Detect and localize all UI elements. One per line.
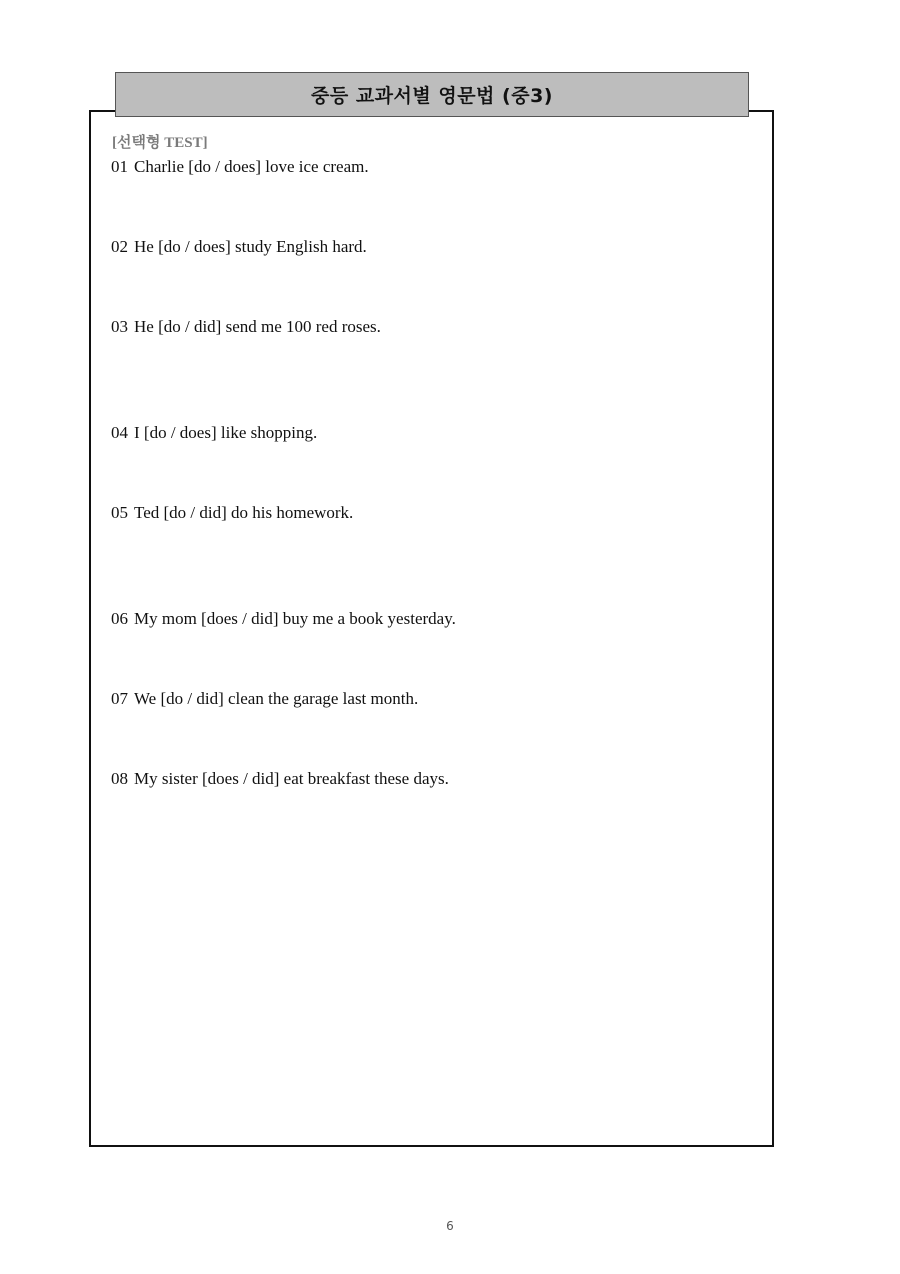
section-label: [선택형 TEST] bbox=[112, 135, 208, 151]
page-number: 6 bbox=[446, 1219, 454, 1233]
question-text: Ted [do / did] do his homework. bbox=[134, 503, 354, 522]
question-text: I [do / does] like shopping. bbox=[134, 423, 318, 442]
question-number: 01 bbox=[111, 157, 128, 176]
title-bar bbox=[115, 72, 749, 117]
question-text: We [do / did] clean the garage last month. bbox=[134, 689, 419, 708]
question-number: 07 bbox=[111, 689, 128, 708]
question-number: 05 bbox=[111, 503, 128, 522]
question-text: He [do / does] study English hard. bbox=[134, 237, 367, 256]
question-text: My sister [does / did] eat breakfast these days. bbox=[134, 769, 449, 788]
question-item bbox=[111, 503, 353, 523]
question-number: 03 bbox=[111, 317, 128, 336]
question-text: He [do / did] send me 100 red roses. bbox=[134, 317, 381, 336]
question-item bbox=[111, 157, 369, 177]
question-text: Charlie [do / does] love ice cream. bbox=[134, 157, 369, 176]
question-item bbox=[111, 689, 418, 709]
question-item bbox=[111, 317, 381, 337]
question-item bbox=[111, 769, 449, 789]
question-number: 04 bbox=[111, 423, 128, 442]
question-number: 08 bbox=[111, 769, 128, 788]
question-item bbox=[111, 423, 317, 443]
question-text: My mom [does / did] buy me a book yesterday. bbox=[134, 609, 456, 628]
page-title: 중등 교과서별 영문법 (중3) bbox=[311, 85, 553, 107]
question-item bbox=[111, 237, 367, 257]
question-number: 02 bbox=[111, 237, 128, 256]
question-item bbox=[111, 609, 456, 629]
question-number: 06 bbox=[111, 609, 128, 628]
